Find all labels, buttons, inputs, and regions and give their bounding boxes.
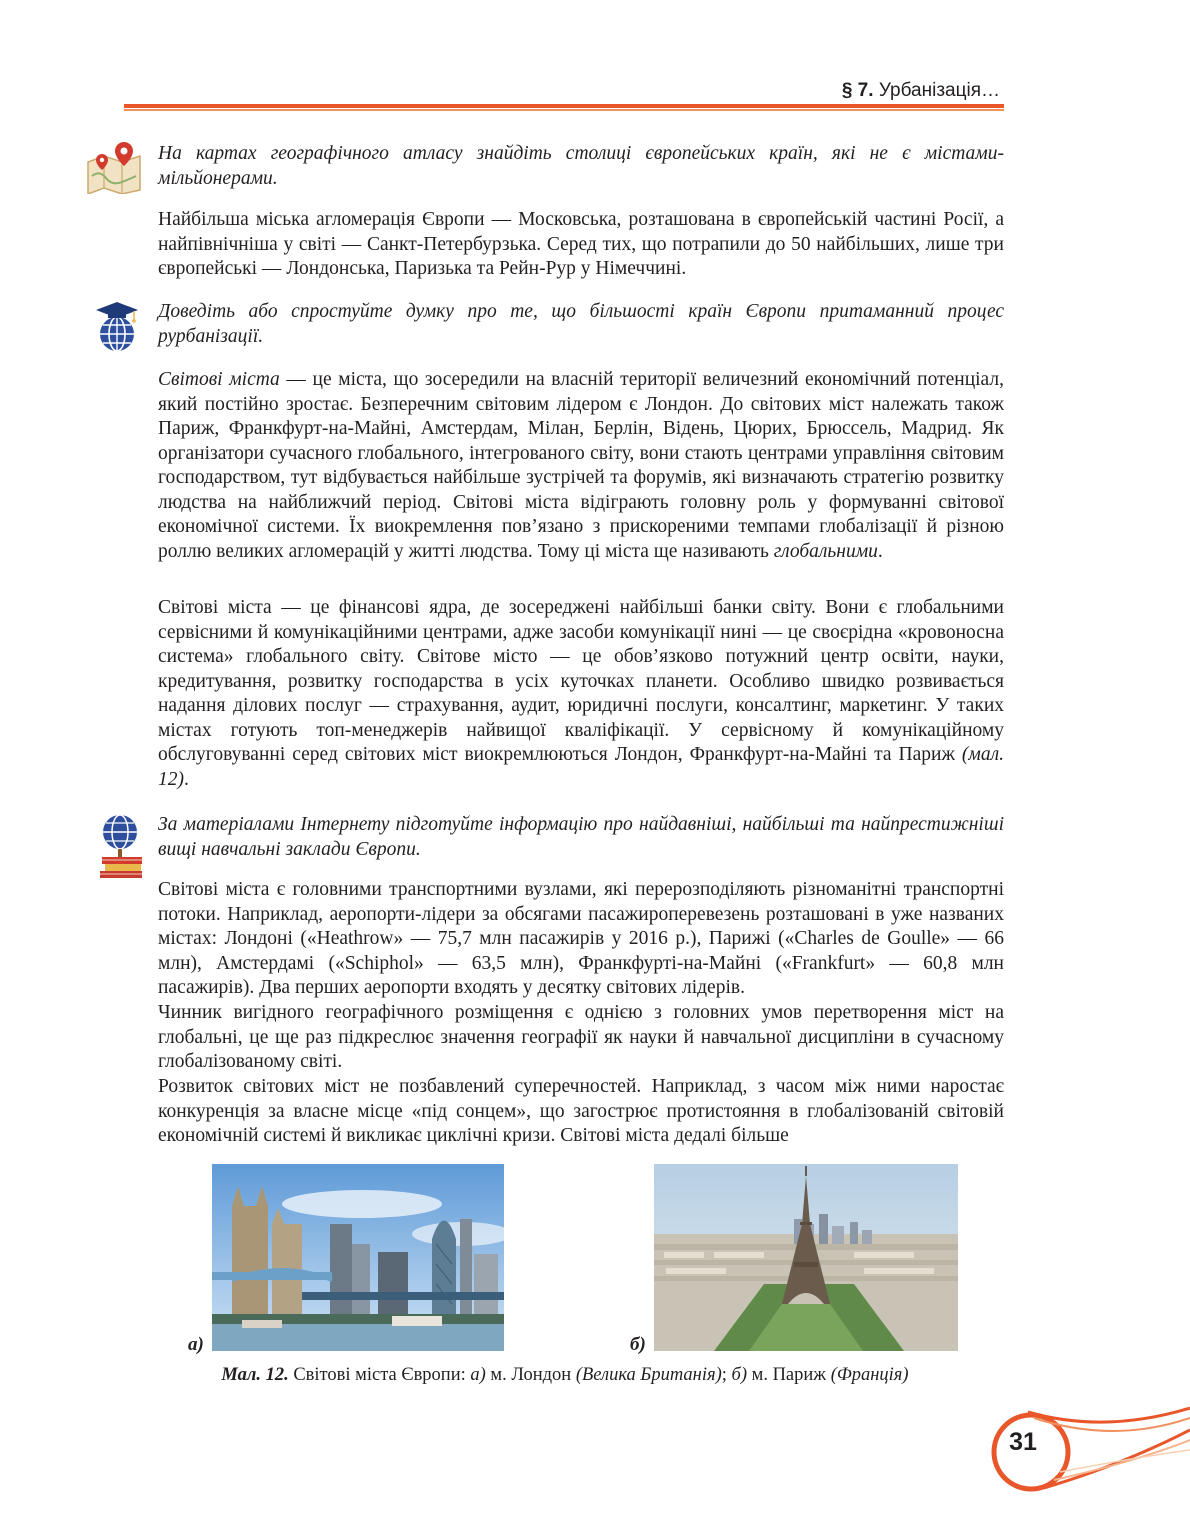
term-world-cities: Світові міста [158,369,280,390]
photo-label-a: а) [188,1334,204,1355]
photo-paris [654,1164,958,1351]
task-reurbanization: Доведіть або спростуйте думку про те, що більшості країн Європи притаманний процес рурбанізації. [158,301,1004,347]
header-rule [124,104,1004,111]
page-number: 31 [1009,1428,1037,1456]
map-pin-icon [84,140,144,194]
photo-label-b: б) [630,1334,646,1355]
paragraph-text: Чинник вигідного географічного розміщення є однією з головних умов перетворення міст на глобальні, це ще раз підкреслює значення географії як науки й навчальної дисципліни в сучасному глобалізованому світі. [158,1002,1004,1072]
paragraph-financial-cores: Світові міста — це фінансові ядра, де зосереджені найбільші банки світу. Вони є глобальними сервісними й комунікаційними центрами, адже засоби комунікації нині — це своєрідна «кровоносна система» глобального світу. Світове місто — це обов’язково потужний центр освіти, науки, кредитування, розвитку господарства в усіх куточках планети. Особливо швидко розвивається надання ділових послуг — страхування, аудит, юридичні послуги, консалтинг, маркетинг. У таких містах готують топ-менеджерів найвищої кваліфікації. У сервісному й комунікаційному обслуговуванні серед світових міст виокремлюються Лондон, Франкфурт-на-Майні та Париж (мал. 12). [158,597,1004,790]
paragraph-transport [158,878,1004,1001]
section-header [842,80,1000,102]
paragraph-text: Світові міста — це фінансові ядра, де зосереджені найбільші банки світу. Вони є глобальними сервісними й комунікаційними центрами, адже засоби комунікації нині — це своєрідна «кровоносна система» глобального світу. Світове місто — це обов’язково потужний центр освіти, науки, кредитування, розвитку господарства в усіх куточках планети. Особливо швидко розвивається надання ділових послуг — страхування, аудит, юридичні послуги, консалтинг, маркетинг. У таких містах готують топ-менеджерів найвищої кваліфікації. У сервісному й комунікаційному обслуговуванні серед світових міст виокремлюються Лондон, Франкфурт-на-Майні та Париж [158,597,1004,765]
figure-reference: (мал. 12) [158,744,1004,790]
paragraph-text: Найбільша міська агломерація Європи — Московська, розташована в європейській частині Росії, а найпівнічніша у світі — Санкт-Петербурзька. Серед тих, що потрапили до 50 найбільших, лише три європейські — Лондонська, Паризька та Рейн-Рур у Німеччині. [158,209,1004,279]
section-title: Урбанізація… [878,80,1000,101]
paragraph-agglomerations [158,208,1004,282]
paragraph-world-cities: Світові міста — це міста, що зосередили на власній території величезний економічний потенціал, який постійно зростає. Безперечним світовим лідером є Лондон. До світових міст належать також Париж, Франкфурт-на-Майні, Амстердам, Мілан, Берлін, Відень, Цюрих, Брюссель, Мадрид. Як організатори сучасного глобального, інтегрованого світу, вони стають центрами управління світовим господарством, тут відбувається найбільше зустрічей та форумів, які визначають стратегію розвитку людства на найближчий період. Світові міста відіграють головну роль у формуванні світової економічної системи. Їх виокремлення пов’язано з прискореними темпами глобалізації й різною роллю великих агломерацій у житті людства. Тому ці міста ще називають глобальними. [158,369,1004,562]
paragraph-text: — це міста, що зосередили на власній території величезний економічний потенціал, який постійно зростає. Безперечним світовим лідером є Лондон. До світових міст належать також Париж, Франкфурт-на-Майні, Амстердам, Мілан, Берлін, Відень, Цюрих, Брюссель, Мадрид. Як організатори сучасного глобального, інтегрованого світу, вони стають центрами управління світовим господарством, тут відбувається найбільше зустрічей та форумів, які визначають стратегію розвитку людства на найближчий період. Світові міста відіграють головну роль у формуванні світової економічної системи. Їх виокремлення пов’язано з прискореними темпами глобалізації й різною роллю великих агломерацій у житті людства. Тому ці міста ще називають [158,369,1004,562]
task-universities: За матеріалами Інтернету підготуйте інформацію про найдавніші, найбільші та найпрестижніші вищі навчальні заклади Європи. [158,814,1004,860]
graduation-globe-icon [94,300,140,354]
photo-london [212,1164,504,1351]
task-atlas: На картах географічного атласу знайдіть столиці європейських країн, які не є містами-мільйонерами. [158,143,1004,189]
caption-ref: Мал. 12. [221,1365,289,1385]
paragraph-text: Світові міста є головними транспортними вузлами, які перерозподіляють різноманітні транспортні потоки. Наприклад, аеропорти-лідери за обсягами пасажироперевезень розташовані в уже названих містах: Лондоні («Heathrow» — 75,7 млн пасажирів у 2016 р.), Парижі («Charles de Goulle» — 66 млн), Амстердамі («Schiphol» — 63,5 млн), Франкфурті-на-Майні («Frankfurt» — 60,8 млн пасажирів). Два перших аеропорти входять у десятку світових лідерів. [158,879,1004,998]
paragraph-text: Розвиток світових міст не позбавлений суперечностей. Наприклад, з часом між ними наростає конкуренція за власне місце «під сонцем», що загострює протистояння в глобалізованій світовій економічній системі й викликає циклічні кризи. Світові міста дедалі більше [158,1076,1004,1146]
paragraph-contradictions [158,1075,1004,1149]
section-number: § 7. [841,80,874,101]
globe-books-icon [96,812,146,880]
paragraph-location [158,1001,1004,1075]
term-global: глобальними [773,540,878,562]
figure-caption: Мал. 12. Світові міста Європи: а) м. Лондон (Велика Британія); б) м. Париж (Франція) [221,1365,909,1385]
